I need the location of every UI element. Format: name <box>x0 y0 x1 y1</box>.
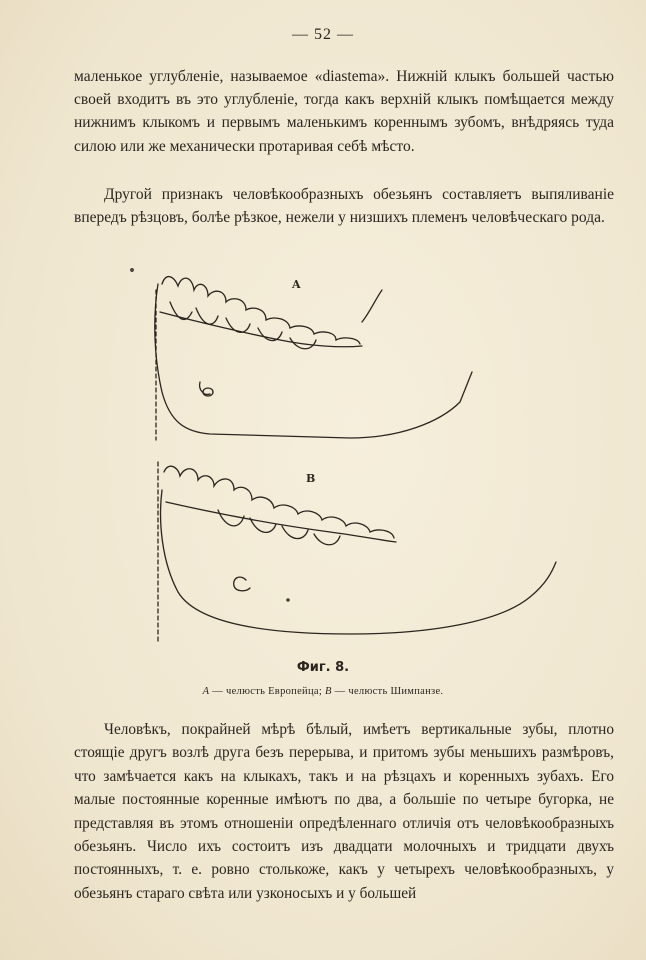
caption-b-text: — челюсть Шимпанзе. <box>331 686 444 697</box>
paragraph-2-text: Другой признакъ человѣкообразныхъ обезьянъ составляетъ выпяливаніе впередъ рѣзцовъ, болѣе рѣзкое, нежели у низшихъ племенъ человѣческаго рода. <box>74 186 614 227</box>
caption-a-text: — челюсть Европейца; <box>209 686 325 697</box>
jaw-a-gum <box>160 312 362 347</box>
jaw-drawing <box>100 262 560 652</box>
caption-b-letter: B <box>325 686 332 697</box>
figure-caption <box>0 686 646 697</box>
jaw-b-mark <box>234 577 250 591</box>
paragraph-3 <box>74 718 614 905</box>
caption-a-letter: A <box>202 686 210 697</box>
paragraph-2 <box>74 183 614 229</box>
label-b: B <box>306 472 316 485</box>
jaw-a-ramus <box>362 290 382 322</box>
figure-title: Фиг. 8. <box>296 660 350 675</box>
label-a: A <box>292 278 301 291</box>
jaw-b-gum <box>166 502 396 542</box>
paragraph-1 <box>74 65 614 158</box>
jaw-b-teeth <box>164 466 394 538</box>
jaw-illustration <box>100 262 560 652</box>
jaw-a-outline <box>155 284 472 438</box>
jaw-b-outline <box>161 490 556 634</box>
paragraph-3-text: Человѣкъ, покрайней мѣрѣ бѣлый, имѣетъ вертикальные зубы, плотно стоящіе другъ возлѣ друга безъ перерыва, и притомъ зубы меньшихъ размѣровъ, что замѣчается какъ на клыкахъ, такъ и на рѣзцахъ и коренныхъ зубахъ. Его малые постоянные коренные имѣютъ по два, а большіе по четыре бугорка, не представляя въ этомъ отношеніи опредѣленнаго отличія отъ человѣкообразныхъ обезьянъ. Число ихъ состоитъ изъ двадцати молочныхъ и тридцати двухъ постоянныхъ, т. е. ровно столькоже, какъ у четырехъ человѣкообразныхъ, у обезьянъ стараго свѣта или узконосыхъ и у большей <box>74 721 614 902</box>
page-number: — 52 — <box>292 26 354 43</box>
paragraph-1-text: маленькое углубленіе, называемое «diastema». Нижній клыкъ большей частью своей входитъ въ это углубленіе, тогда какъ верхній клыкъ помѣщается между нижнимъ клыкомъ и первымъ маленькимъ кореннымъ зубомъ, внѣдряясь туда силою или же механически протаривая себѣ мѣсто. <box>74 68 614 155</box>
